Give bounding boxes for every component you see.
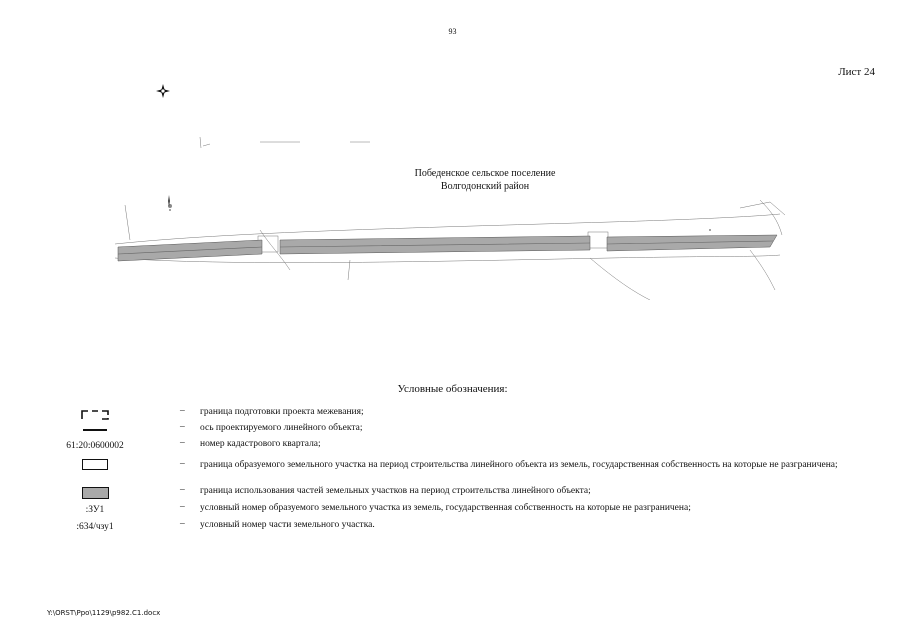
page-number: 93 [448, 27, 457, 36]
legend-item [50, 502, 880, 518]
gray-box-icon [82, 487, 109, 499]
legend-item [50, 456, 880, 484]
legend-item-text: ось проектируемого линейного объекта; [200, 423, 363, 433]
legend-dash: – [180, 519, 185, 529]
legend-dash: – [180, 485, 185, 495]
map-title [370, 167, 600, 193]
legend-dash: – [180, 459, 185, 469]
dashed-boundary-icon [81, 409, 109, 420]
legend-item [50, 422, 880, 438]
legend-item-text: граница использования частей земельных участков на период строительства линейного объекта; [200, 486, 591, 496]
legend-item [50, 406, 880, 422]
map-title-line2: Волгодонский район [440, 181, 530, 192]
legend-dash: – [180, 438, 185, 448]
legend-dash: – [180, 422, 185, 432]
legend-dash: – [180, 502, 185, 512]
legend-item-text: условный номер части земельного участка. [200, 520, 375, 530]
north-arrow-icon [156, 84, 170, 98]
footer-file-path: Y:\ORST\Ppo\1129\р982.С1.docx [47, 609, 161, 617]
legend-item [50, 519, 880, 535]
axis-line-icon [82, 427, 108, 433]
cadastral-map [110, 130, 800, 300]
cadastral-quarter-number: 61:20:0600002 [66, 441, 124, 451]
parcel-number-symbol: :ЗУ1 [85, 505, 105, 515]
legend-title: Условные обозначения: [397, 383, 508, 395]
map-title-line1: Победенское сельское поселение [414, 168, 556, 179]
sheet-label: Лист 24 [838, 66, 875, 78]
legend-item-text: граница подготовки проекта межевания; [200, 407, 364, 417]
legend-item [50, 438, 880, 454]
legend-dash: – [180, 406, 185, 416]
legend-item [50, 485, 880, 501]
construction-strip [607, 235, 777, 251]
legend-item-text: граница образуемого земельного участка на период строительства линейного объекта из земель, государственная собственность на которые не разграничена; [200, 460, 838, 470]
map-linework [115, 137, 785, 300]
legend-item-text: номер кадастрового квартала; [200, 439, 321, 449]
parcel-part-number-symbol: :634/чзу1 [76, 522, 114, 532]
outline-box-icon [82, 459, 108, 470]
legend-item-text: условный номер образуемого земельного участка из земель, государственная собственность на которые не разграничена; [200, 503, 691, 513]
